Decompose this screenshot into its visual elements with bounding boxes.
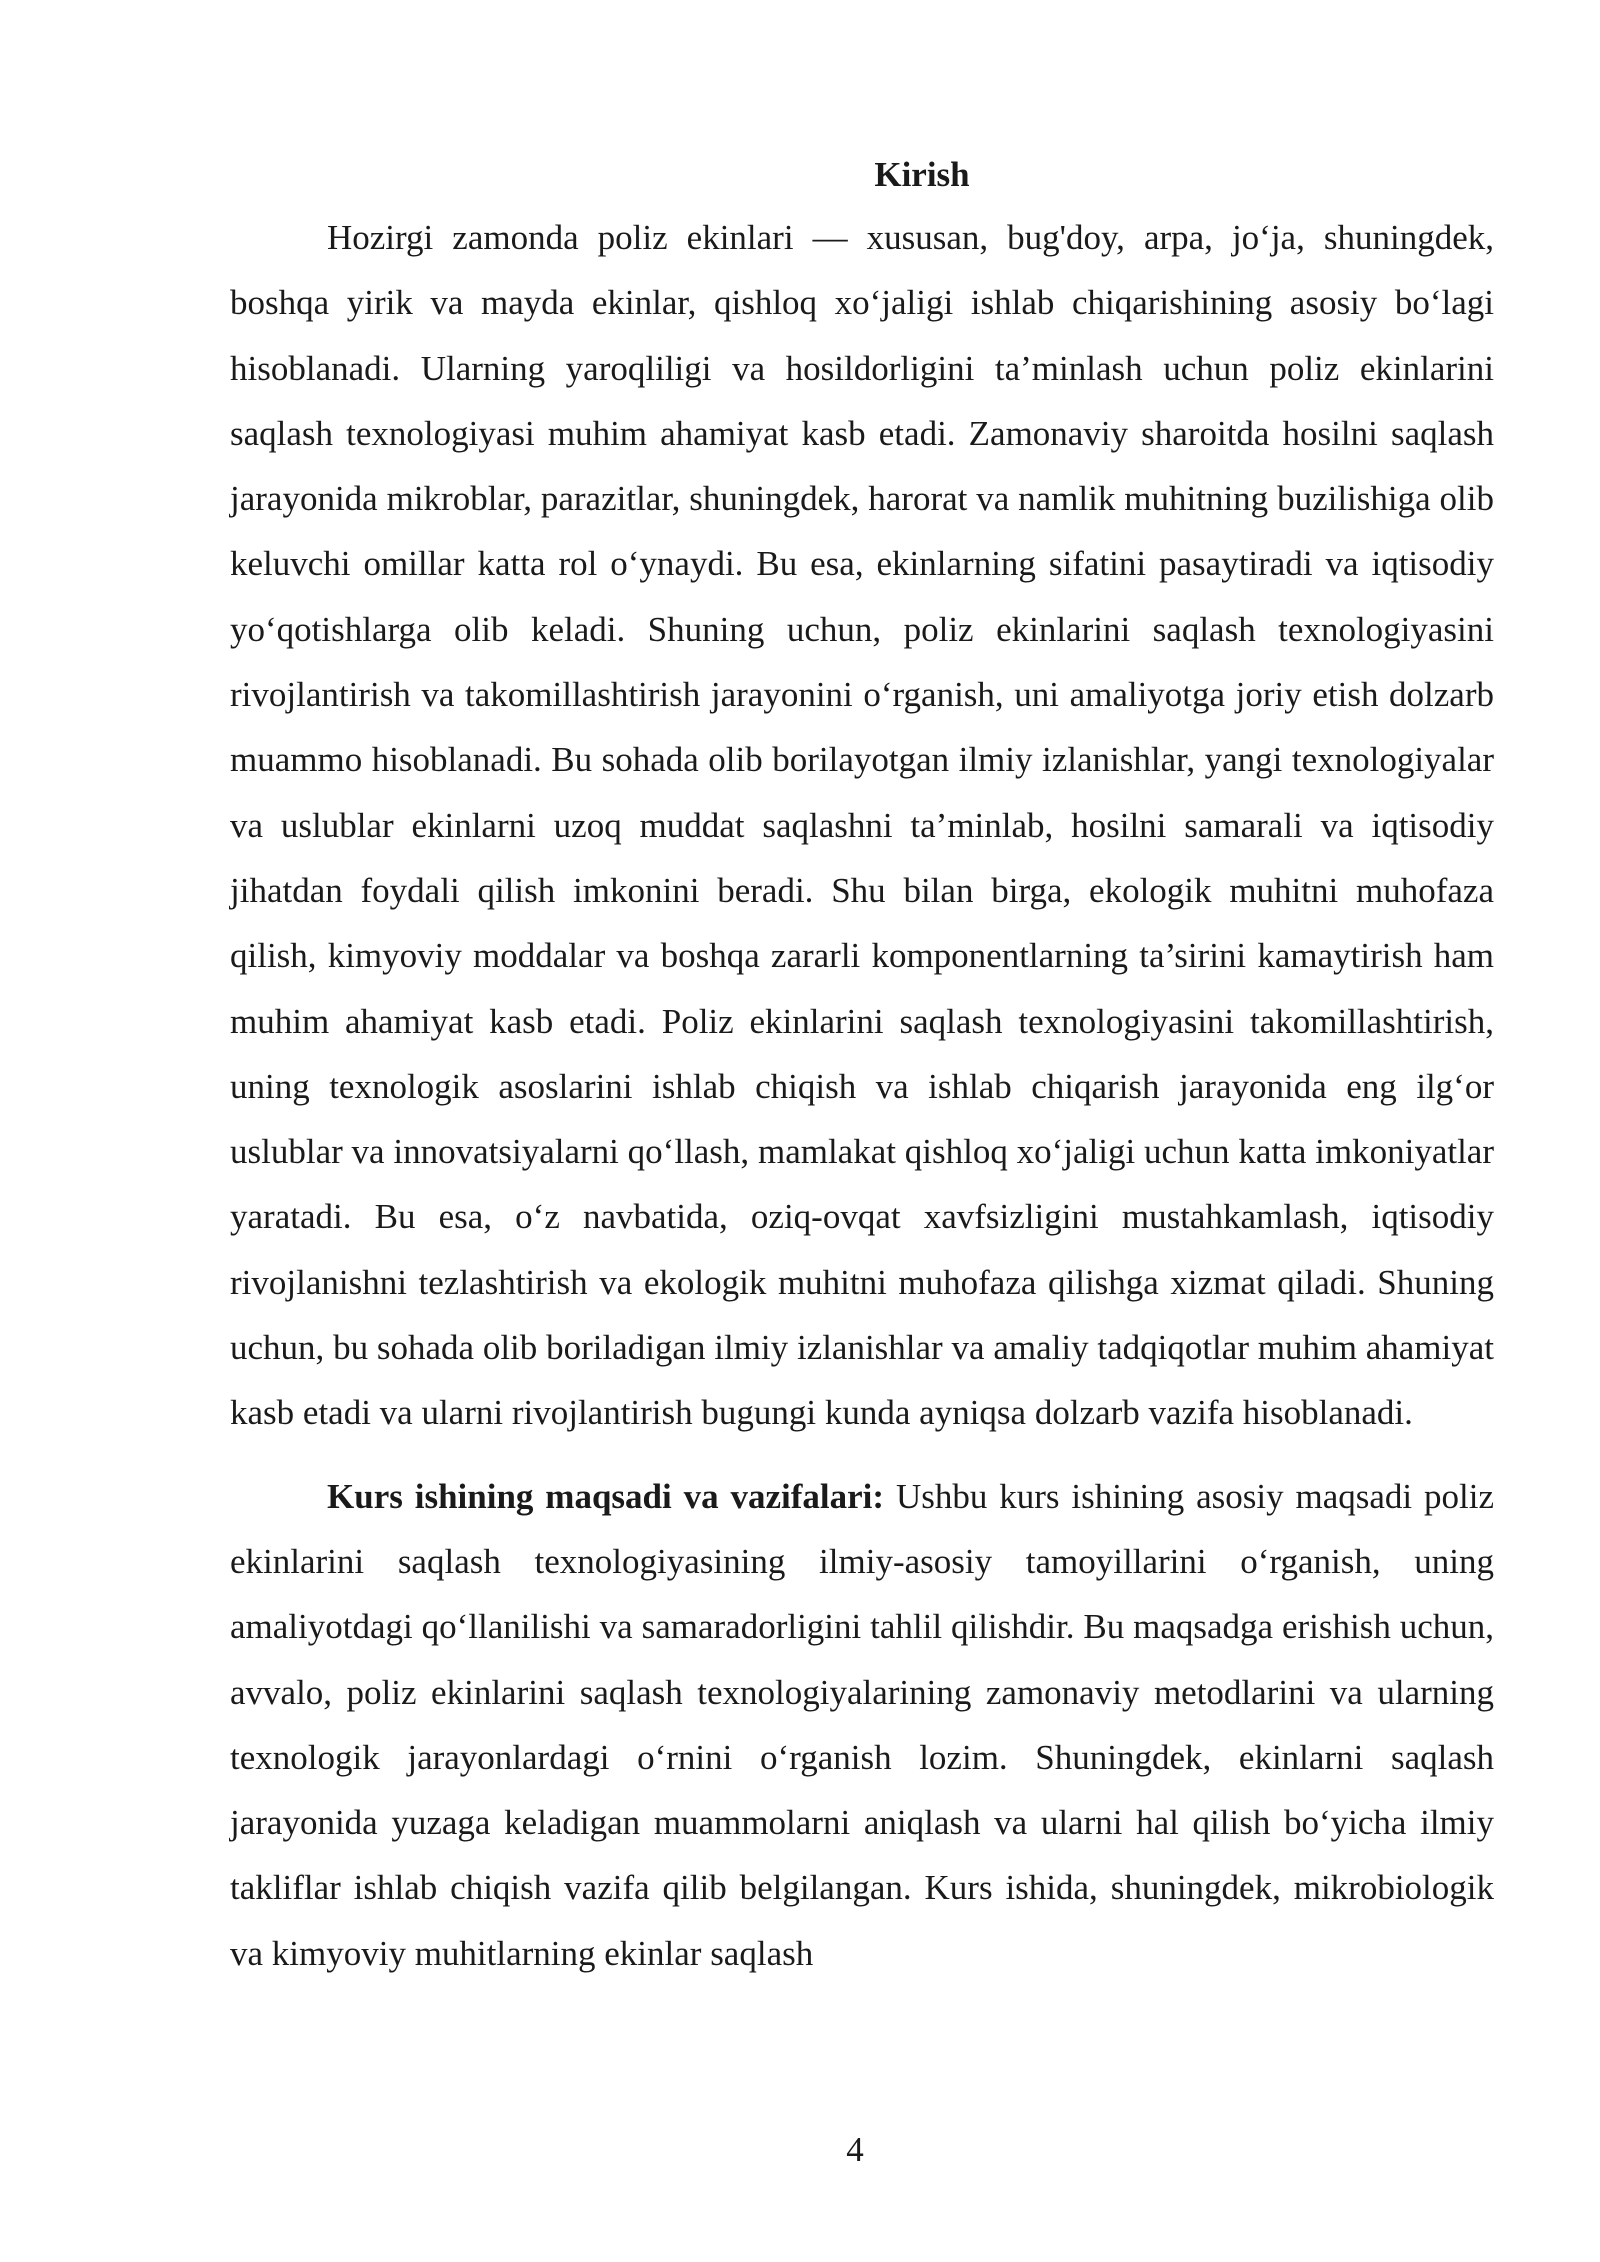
intro-paragraph bbox=[230, 205, 1494, 1446]
page-body bbox=[230, 145, 1494, 1986]
intro-paragraph-text: Hozirgi zamonda poliz ekinlari — xususan, bug'doy, arpa, jo‘ja, shuningdek, boshqa yirik va mayda ekinlar, qishloq xo‘jaligi ishlab chiqarishining asosiy bo‘lagi hisoblanadi. Ularning yaroqliligi va hosildorligini ta’minlash uchun poliz ekinlarini saqlash texnologiyasi muhim ahamiyat kasb etadi. Zamonaviy sharoitda hosilni saqlash jarayonida mikroblar, parazitlar, shuningdek, harorat va namlik muhitning buzilishiga olib keluvchi omillar katta rol o‘ynaydi. Bu esa, ekinlarning sifatini pasaytiradi va iqtisodiy yo‘qotishlarga olib keladi. Shuning uchun, poliz ekinlarini saqlash texnologiyasini rivojlantirish va takomillashtirish jarayonini o‘rganish, uni amaliyotga joriy etish dolzarb muammo hisoblanadi. Bu sohada olib borilayotgan ilmiy izlanishlar, yangi texnologiyalar va uslublar ekinlarni uzoq muddat saqlashni ta’minlab, hosilni samarali va iqtisodiy jihatdan foydali qilish imkonini beradi. Shu bilan birga, ekologik muhitni muhofaza qilish, kimyoviy moddalar va boshqa zararli komponentlarning ta’sirini kamaytirish ham muhim ahamiyat kasb etadi. Poliz ekinlarini saqlash texnologiyasini takomillashtirish, uning texnologik asoslarini ishlab chiqish va ishlab chiqarish jarayonida eng ilg‘or uslublar va innovatsiyalarni qo‘llash, mamlakat qishloq xo‘jaligi uchun katta imkoniyatlar yaratadi. Bu esa, o‘z navbatida, oziq-ovqat xavfsizligini mustahkamlash, iqtisodiy rivojlanishni tezlashtirish va ekologik muhitni muhofaza qilishga xizmat qiladi. Shuning uchun, bu sohada olib boriladigan ilmiy izlanishlar va amaliy tadqiqotlar muhim ahamiyat kasb etadi va ularni rivojlantirish bugungi kunda ayniqsa dolzarb vazifa hisoblanadi. bbox=[230, 218, 1494, 1433]
goals-paragraph-text: Ushbu kurs ishining asosiy maqsadi poliz ekinlarini saqlash texnologiyasining ilmiy-asosiy tamoyillarini o‘rganish, uning amaliyotdagi qo‘llanilishi va samaradorligini tahlil qilishdir. Bu maqsadga erishish uchun, avvalo, poliz ekinlarini saqlash texnologiyalarining zamonaviy metodlarini va ularning texnologik jarayonlardagi o‘rnini o‘rganish lozim. Shuningdek, ekinlarni saqlash jarayonida yuzaga keladigan muammolarni aniqlash va ularni hal qilish bo‘yicha ilmiy takliflar ishlab chiqish vazifa qilib belgilangan. Kurs ishida, shuningdek, mikrobiologik va kimyoviy muhitlarning ekinlar saqlash bbox=[230, 1476, 1494, 1973]
goals-paragraph bbox=[230, 1464, 1494, 1986]
section-title: Kirish bbox=[874, 155, 970, 194]
goals-paragraph-heading: Kurs ishining maqsadi va vazifalari: bbox=[327, 1476, 885, 1516]
page-number: 4 bbox=[846, 2130, 864, 2169]
